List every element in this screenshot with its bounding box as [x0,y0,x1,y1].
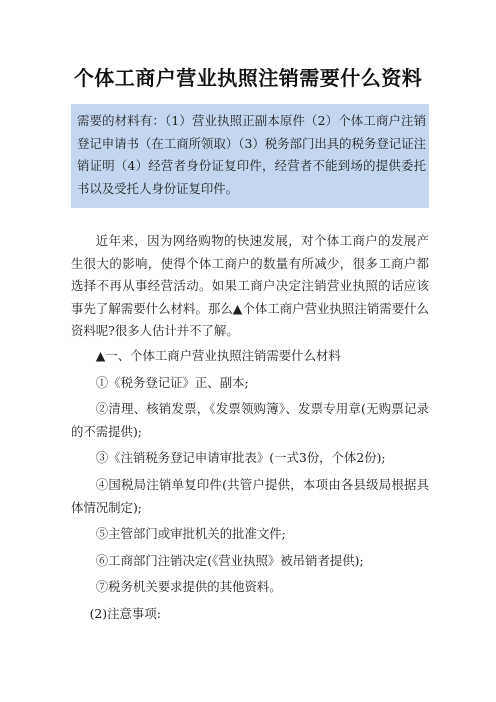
list-item-3: ③《注销税务登记申请审批表》(一式3份，个体2份); [95,450,386,466]
document-body [71,230,429,628]
summary-box: 需要的材料有：（1）营业执照正副本原件（2）个体工商户注销登记申请书（在工商所领取）（3）税务部门出具的税务登记证注销证明（4）经营者身份证复印件，经营者不能到场的提供委托书以及受托人身份证复印件。 [71,104,429,208]
list-item-1: ①《税务登记证》正、副本; [95,374,249,390]
list-item-4: ④国税局注销单复印件(共管户提供，本项由各县级局根据具体情况制定); [71,476,429,515]
list-item-2: ②清理、核销发票，《发票领购簿》、发票专用章(无购票记录的不需提供); [71,401,429,439]
document-title: 个体工商户营业执照注销需要什么资料 [73,66,423,90]
section-heading: ▲一、个体工商户营业执照注销需要什么材料 [95,347,341,363]
notes-heading: (2)注意事项: [89,605,161,621]
list-item-6: ⑥工商部门注销决定(《营业执照》被吊销者提供); [95,552,364,568]
intro-paragraph: 近年来，因为网络购物的快速发展，对个体工商户的发展产生很大的影响，使得个体工商户的数量有所减少，很多工商户都选择不再从事经营活动。如果工商户决定注销营业执照的话应该事先了解需要什么材料。那么▲个体工商户营业执照注销需要什么资料呢?很多人估计并不了解。 [71,233,429,339]
list-item-5: ⑤主管部门或审批机关的批准文件; [95,526,286,542]
list-item-7: ⑦税务机关要求提供的其他资料。 [95,579,282,595]
